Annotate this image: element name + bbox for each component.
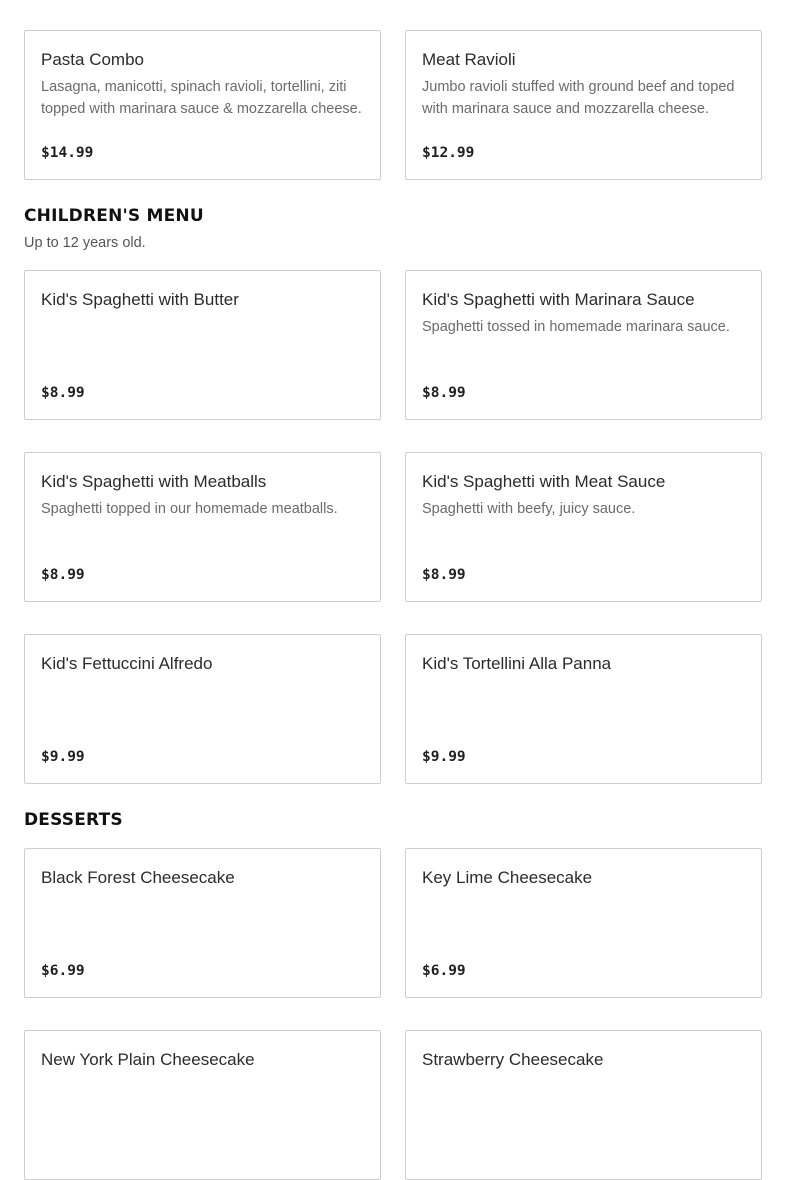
menu-item-name: Kid's Spaghetti with Marinara Sauce [422,290,695,309]
menu-item-card[interactable] [24,30,381,180]
menu-item-card[interactable] [24,1030,381,1180]
menu-item-name: New York Plain Cheesecake [41,1050,255,1069]
section-title-childrens-menu: CHILDREN'S MENU [24,206,204,226]
menu-item-card[interactable] [405,1030,762,1180]
menu-item-card[interactable] [405,634,762,784]
menu-item-description: Spaghetti tossed in homemade marinara sauce. [422,319,730,335]
menu-item-name: Kid's Fettuccini Alfredo [41,654,213,673]
menu-item-price: $14.99 [41,145,94,161]
menu-item-name: Kid's Spaghetti with Butter [41,290,239,309]
section-title-desserts: DESSERTS [24,810,123,830]
menu-item-description: Jumbo ravioli stuffed with ground beef and toped with marinara sauce and mozzarella cheese. [422,79,735,117]
menu-item-name: Pasta Combo [41,50,144,69]
menu-item-card[interactable] [24,452,381,602]
menu-item-name: Black Forest Cheesecake [41,868,235,887]
menu-item-card[interactable] [405,452,762,602]
menu-item-price: $8.99 [422,567,466,583]
menu-item-name: Kid's Tortellini Alla Panna [422,654,612,673]
menu-item-card[interactable] [24,848,381,998]
menu-item-description: Lasagna, manicotti, spinach ravioli, tortellini, ziti topped with marinara sauce & mozzarella cheese. [41,79,362,117]
menu-item-name: Kid's Spaghetti with Meatballs [41,472,267,491]
menu-item-price: $9.99 [41,749,85,765]
menu-item-price: $12.99 [422,145,475,161]
menu-item-card[interactable] [405,30,762,180]
menu-item-name: Strawberry Cheesecake [422,1050,604,1069]
menu-item-price: $8.99 [422,385,466,401]
menu-item-name: Kid's Spaghetti with Meat Sauce [422,472,666,491]
menu-item-name: Key Lime Cheesecake [422,868,593,887]
menu-item-price: $9.99 [422,749,466,765]
menu-item-price: $6.99 [422,963,466,979]
menu-item-price: $6.99 [41,963,85,979]
menu-item-description: Spaghetti with beefy, juicy sauce. [422,501,636,517]
menu-item-card[interactable] [405,848,762,998]
menu-item-description: Spaghetti topped in our homemade meatballs. [41,501,338,517]
menu-item-card[interactable] [24,634,381,784]
section-subtitle-childrens-menu: Up to 12 years old. [24,235,146,251]
menu-item-price: $8.99 [41,567,85,583]
menu-item-card[interactable] [24,270,381,420]
menu-item-price: $8.99 [41,385,85,401]
menu-item-card[interactable] [405,270,762,420]
menu-item-name: Meat Ravioli [422,50,516,69]
